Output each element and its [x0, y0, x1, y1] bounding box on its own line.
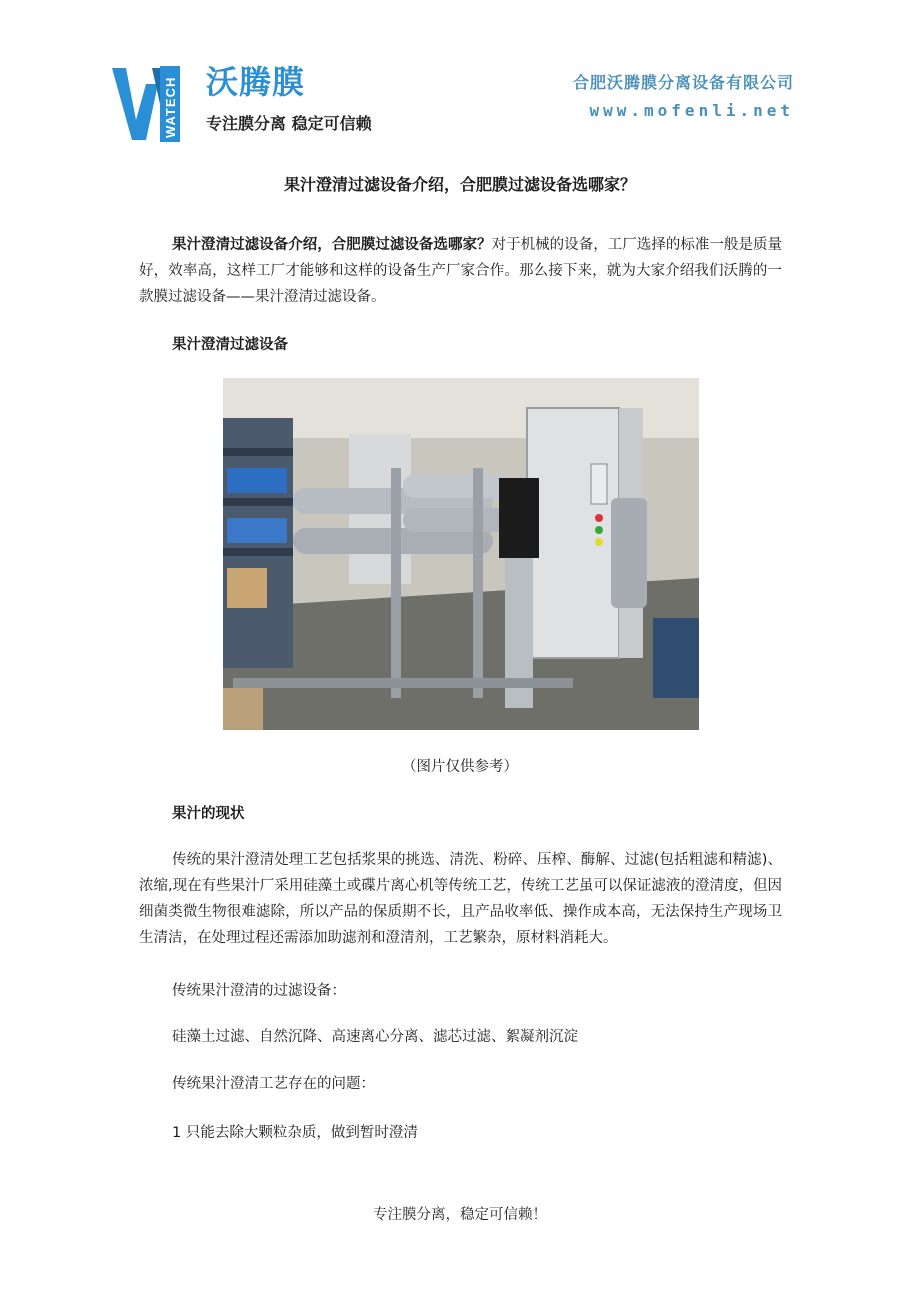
- intro-rest: 对于机械的设备，工厂选择的标准一般是质量好，效率高，这样工厂才能够和这样的设备生产厂家合作。那么接下来，就为大家介绍我们沃腾的一款膜过滤设备——果汁澄清过滤设备。: [139, 237, 783, 305]
- company-name: 合肥沃腾膜分离设备有限公司: [572, 73, 794, 92]
- logo-en-text: WATECH: [163, 76, 178, 138]
- section-heading-equipment: 果汁澄清过滤设备: [172, 337, 288, 353]
- page-header: [0, 0, 920, 160]
- company-url[interactable]: www.mofenli.net: [589, 101, 794, 120]
- juice-status-paragraph: 传统的果汁澄清处理工艺包括浆果的挑选、清洗、粉碎、压榨、酶解、过滤(包括粗滤和精滤)、浓缩,现在有些果汁厂采用硅藻土或碟片离心机等传统工艺，传统工艺虽可以保证滤液的澄清度，但因细菌类微生物很难滤除，所以产品的保质期不长，且产品收率低、操作成本高，无法保持生产现场卫生清洁，在处理过程还需添加助滤剂和澄清剂，工艺繁杂，原材料消耗大。: [139, 852, 782, 946]
- section-heading-juice-status: 果汁的现状: [172, 806, 245, 822]
- intro-paragraph: [139, 232, 782, 310]
- text-line-equipment-list: 硅藻土过滤、自然沉降、高速离心分离、滤芯过滤、絮凝剂沉淀: [172, 1029, 578, 1045]
- intro-bold-lead: 果汁澄清过滤设备介绍，合肥膜过滤设备选哪家？: [172, 237, 492, 253]
- list-item-1: 1 只能去除大颗粒杂质，做到暂时澄清: [172, 1125, 418, 1141]
- page-title: 果汁澄清过滤设备介绍，合肥膜过滤设备选哪家？: [283, 175, 636, 194]
- text-line-traditional-problems: 传统果汁澄清工艺存在的问题：: [172, 1076, 375, 1092]
- text-line-traditional-equipment: 传统果汁澄清的过滤设备：: [172, 983, 346, 999]
- photo-caption: （图片仅供参考）: [402, 759, 518, 775]
- logo-brand-text: 沃腾膜: [206, 63, 306, 101]
- logo-slogan: 专注膜分离 稳定可信赖: [206, 114, 372, 133]
- equipment-photo-icon: [223, 378, 699, 730]
- watech-logo-icon: [112, 66, 198, 142]
- equipment-photo: [223, 378, 699, 730]
- page-footer: 专注膜分离，稳定可信赖！: [373, 1207, 547, 1223]
